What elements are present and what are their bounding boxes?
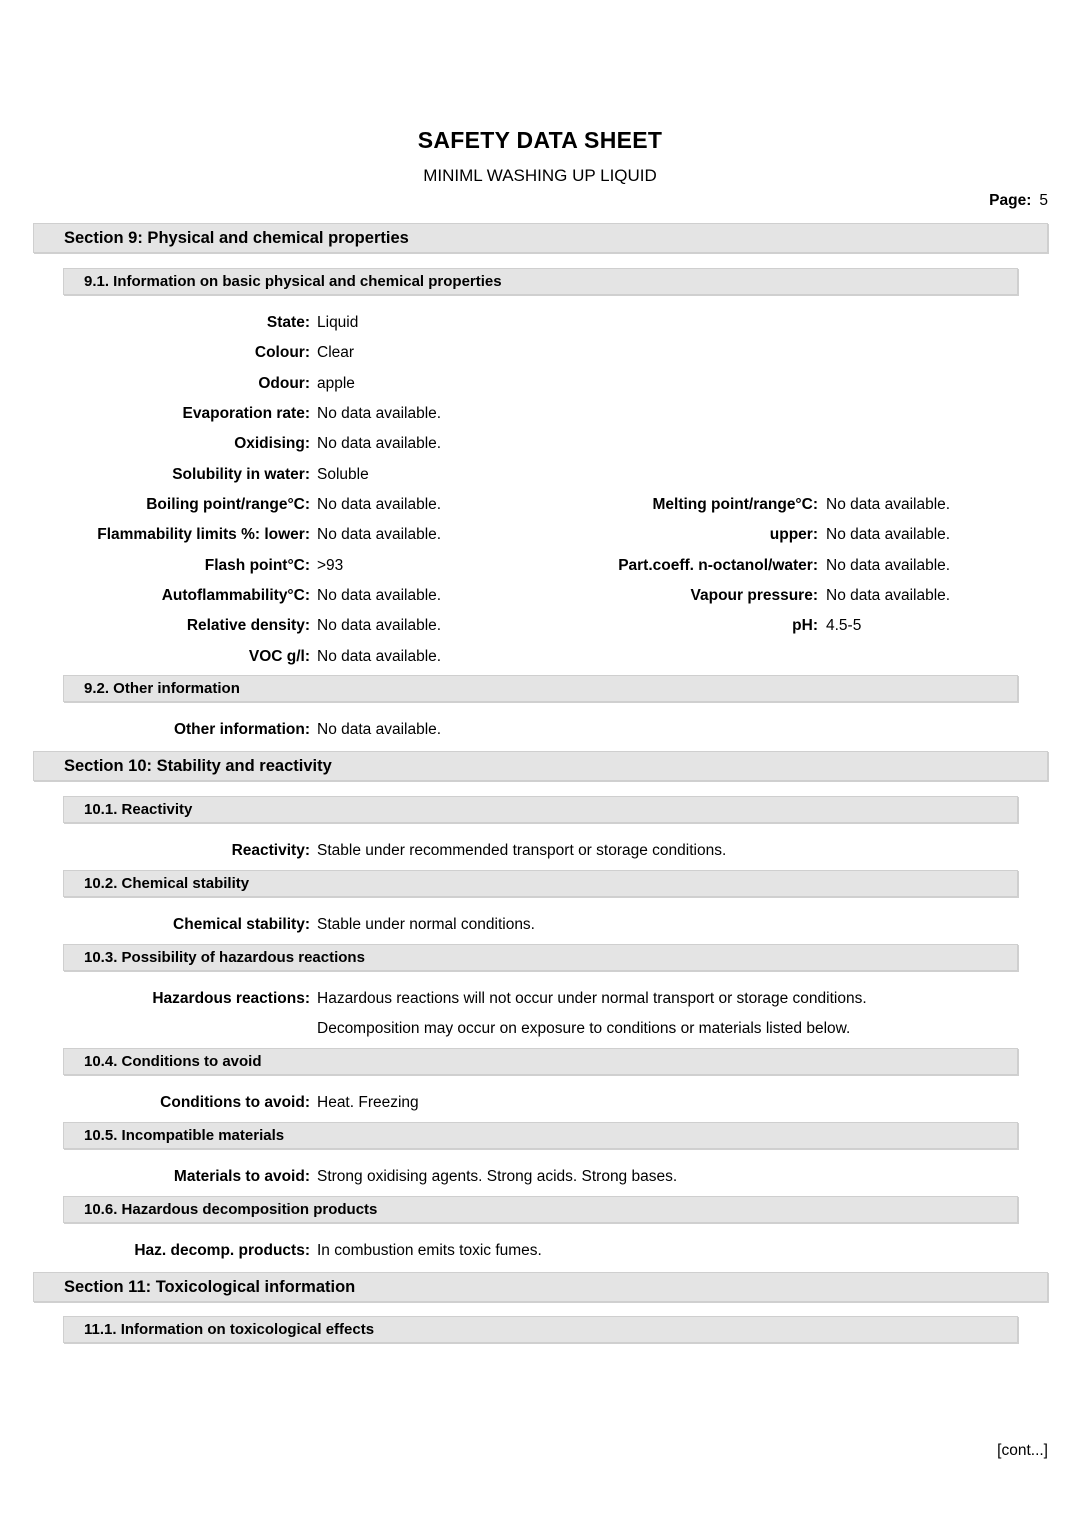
subsection-header-10-6-label: 10.6. Hazardous decomposition products [84, 1201, 378, 1218]
subsection-header-11-1 [63, 1316, 1018, 1343]
page-number-value: 5 [1039, 192, 1048, 209]
property-label: Materials to avoid: [173, 1168, 310, 1185]
subsection-header-10-5-label: 10.5. Incompatible materials [84, 1127, 285, 1144]
property-value: In combustion emits toxic fumes. [317, 1242, 542, 1259]
subsection-header-9-1 [63, 268, 1018, 295]
page-number [989, 192, 1048, 211]
property-value: >93 [317, 557, 344, 574]
property-value: No data available. [317, 721, 442, 738]
property-value: Soluble [317, 466, 369, 483]
subsection-header-10-2 [63, 870, 1018, 897]
subsection-header-10-5 [63, 1122, 1018, 1149]
property-value: No data available. [317, 405, 442, 422]
property-label: Haz. decomp. products: [134, 1242, 310, 1259]
property-label: Evaporation rate: [182, 405, 310, 422]
property-label: Autoflammability°C: [161, 587, 310, 604]
property-label: Flammability limits %: lower: [97, 526, 310, 543]
property-label: Boiling point/range°C: [146, 496, 310, 513]
subsection-header-9-2-label: 9.2. Other information [84, 680, 240, 697]
product-name: MINIML WASHING UP LIQUID [423, 166, 657, 186]
property-label: upper: [769, 526, 818, 543]
subsection-header-11-1-label: 11.1. Information on toxicological effects [84, 1321, 375, 1338]
property-value: No data available. [826, 496, 951, 513]
property-value: No data available. [317, 587, 442, 604]
property-value: No data available. [317, 435, 442, 452]
footer-continuation: [cont...] [997, 1442, 1048, 1459]
subsection-header-10-4 [63, 1048, 1018, 1075]
property-label: VOC g/l: [248, 648, 310, 665]
property-label: Melting point/range°C: [652, 496, 818, 513]
property-label: Colour: [254, 344, 310, 361]
section-header-9-label: Section 9: Physical and chemical properties [64, 228, 409, 247]
property-value: No data available. [826, 587, 951, 604]
property-value: Stable under normal conditions. [317, 916, 535, 933]
section-header-9 [33, 223, 1048, 253]
property-label: Odour: [258, 375, 310, 392]
property-label: Vapour pressure: [690, 587, 818, 604]
property-value: Stable under recommended transport or storage conditions. [317, 842, 727, 859]
property-value: No data available. [317, 526, 442, 543]
subsection-header-9-2 [63, 675, 1018, 702]
property-value-continuation: Decomposition may occur on exposure to conditions or materials listed below. [317, 1020, 851, 1037]
property-value: Strong oxidising agents. Strong acids. Strong bases. [317, 1168, 678, 1185]
property-label: Solubility in water: [172, 466, 310, 483]
property-label: pH: [792, 617, 818, 634]
subsection-header-10-1-label: 10.1. Reactivity [84, 801, 193, 818]
section-header-10 [33, 751, 1048, 781]
property-label: State: [266, 314, 310, 331]
property-value: Heat. Freezing [317, 1094, 419, 1111]
property-value: No data available. [317, 617, 442, 634]
property-label: Conditions to avoid: [160, 1094, 310, 1111]
section-header-11 [33, 1272, 1048, 1302]
subsection-header-10-1 [63, 796, 1018, 823]
property-value: Hazardous reactions will not occur under normal transport or storage conditions. [317, 990, 867, 1007]
subsection-header-10-2-label: 10.2. Chemical stability [84, 875, 250, 892]
section-header-10-label: Section 10: Stability and reactivity [64, 756, 332, 775]
property-value: No data available. [826, 557, 951, 574]
property-label: Relative density: [186, 617, 310, 634]
property-value: 4.5-5 [826, 617, 862, 634]
page-title: SAFETY DATA SHEET [417, 127, 663, 153]
section-header-11-label: Section 11: Toxicological information [64, 1277, 356, 1296]
property-value: Liquid [317, 314, 359, 331]
property-label: Part.coeff. n-octanol/water: [618, 557, 818, 574]
property-value: No data available. [826, 526, 951, 543]
property-value: apple [317, 375, 355, 392]
subsection-header-10-3 [63, 944, 1018, 971]
property-label: Chemical stability: [173, 916, 310, 933]
property-label: Oxidising: [234, 435, 310, 452]
property-label: Hazardous reactions: [152, 990, 310, 1007]
property-label: Reactivity: [231, 842, 310, 859]
subsection-header-10-6 [63, 1196, 1018, 1223]
subsection-header-10-4-label: 10.4. Conditions to avoid [84, 1053, 262, 1070]
property-value: No data available. [317, 648, 442, 665]
subsection-header-10-3-label: 10.3. Possibility of hazardous reactions [84, 949, 365, 966]
property-value: No data available. [317, 496, 442, 513]
property-value: Clear [317, 344, 355, 361]
page-number-label: Page: [989, 192, 1032, 209]
subsection-header-9-1-label: 9.1. Information on basic physical and chemical properties [84, 273, 502, 290]
property-label: Flash point°C: [204, 557, 310, 574]
property-label: Other information: [173, 721, 310, 738]
